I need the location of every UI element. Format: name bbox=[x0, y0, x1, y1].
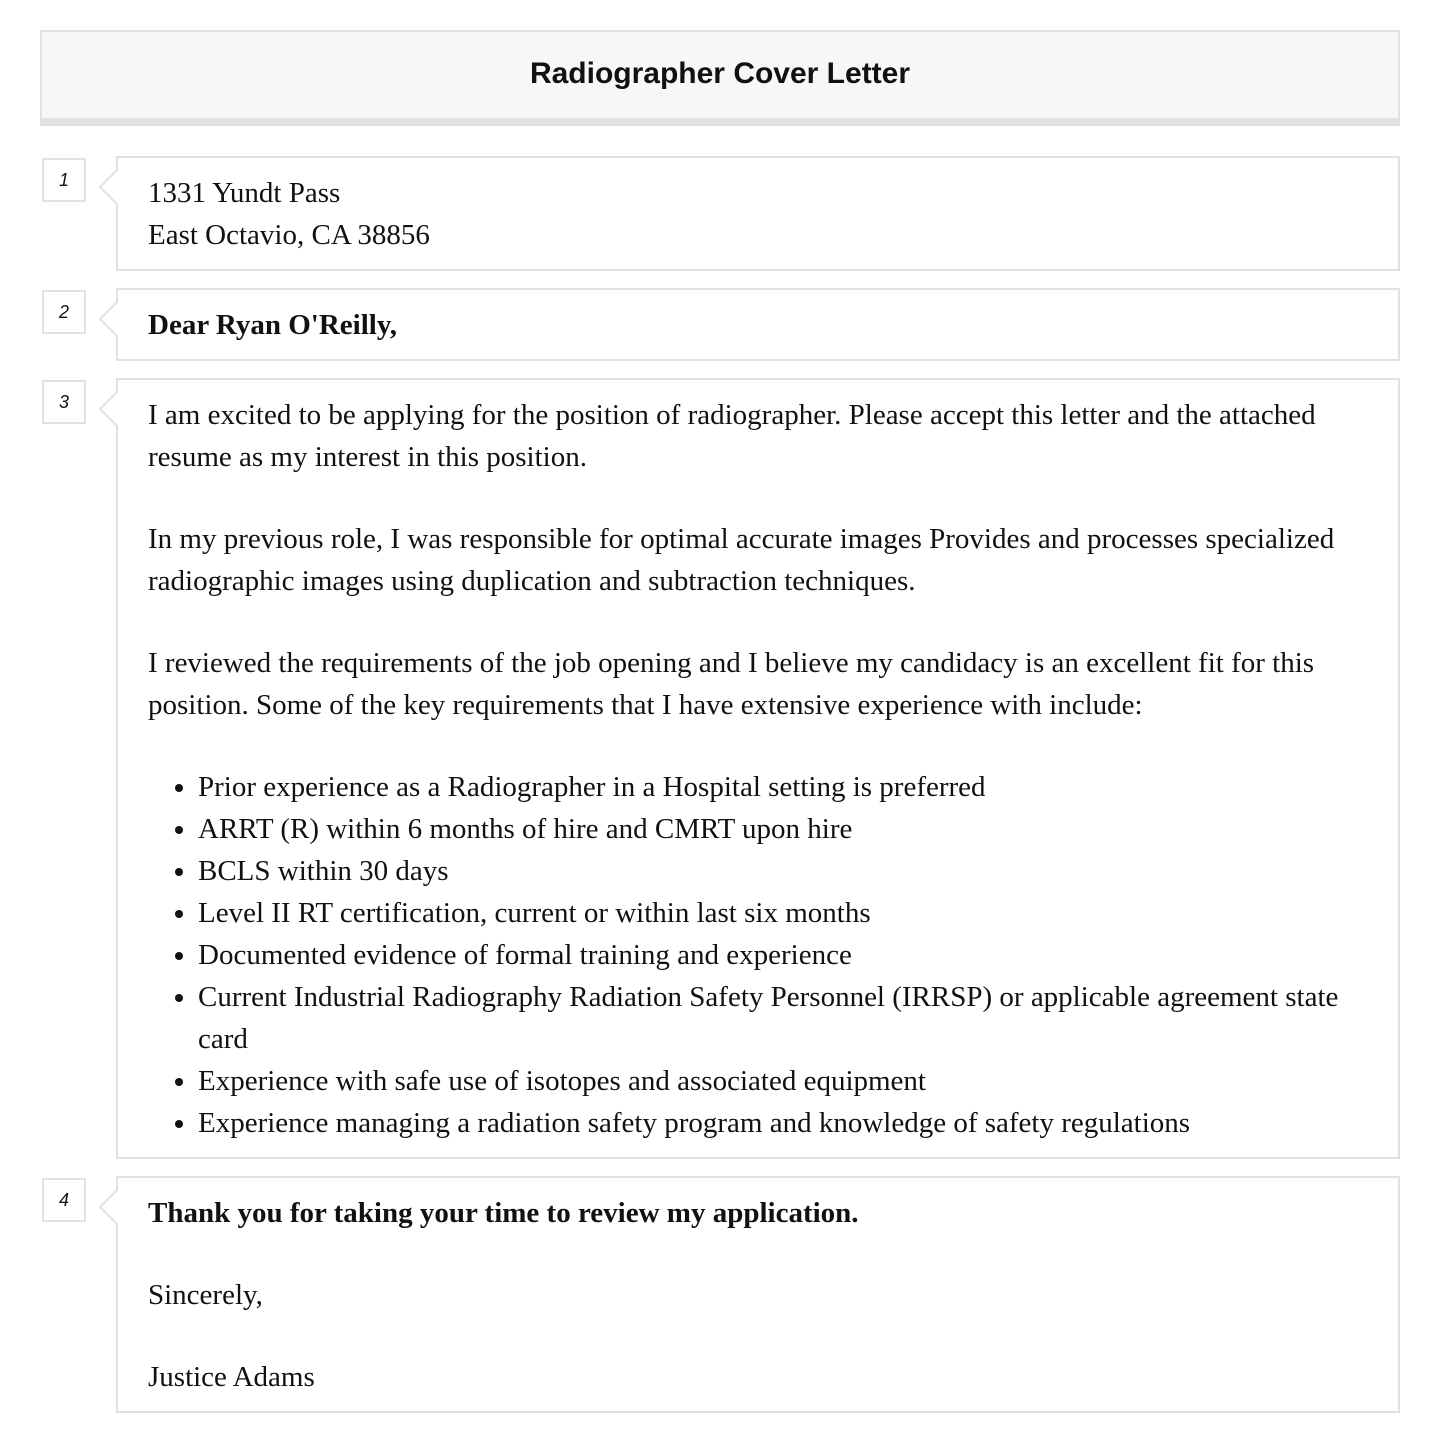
signature-name: Justice Adams bbox=[148, 1361, 315, 1393]
address-street: 1331 Yundt Pass bbox=[148, 177, 341, 209]
salutation: Dear Ryan O'Reilly, bbox=[148, 309, 397, 341]
list-item: • Experience managing a radiation safety program and knowledge of safety regulations bbox=[198, 1102, 1368, 1144]
address-block bbox=[116, 156, 1400, 271]
body-block bbox=[116, 378, 1400, 1159]
list-item: • Experience with safe use of isotopes and associated equipment bbox=[198, 1060, 1368, 1102]
closing-block bbox=[116, 1176, 1400, 1413]
list-item: • Level II RT certification, current or within last six months bbox=[198, 892, 1368, 934]
closing-line: Thank you for taking your time to review my application. bbox=[148, 1197, 859, 1229]
requirements-list bbox=[148, 766, 1368, 1144]
title-bar bbox=[40, 30, 1400, 126]
section-number: 1 bbox=[42, 158, 86, 202]
section-number: 2 bbox=[42, 290, 86, 334]
section-number: 3 bbox=[42, 380, 86, 424]
body-paragraph: In my previous role, I was responsible for optimal accurate images Provides and processes specialized radiographic images using duplication and subtraction techniques. bbox=[148, 523, 1335, 597]
section-number: 4 bbox=[42, 1178, 86, 1222]
salutation-block bbox=[116, 288, 1400, 361]
body-paragraph: I reviewed the requirements of the job opening and I believe my candidacy is an excellent fit for this position. Some of the key requirements that I have extensive experience with include: bbox=[148, 647, 1315, 721]
list-item: • Prior experience as a Radiographer in a Hospital setting is preferred bbox=[198, 766, 1368, 808]
list-item: • Current Industrial Radiography Radiation Safety Personnel (IRRSP) or applicable agreement state card bbox=[198, 976, 1368, 1060]
page-title: Radiographer Cover Letter bbox=[529, 57, 911, 90]
list-item: • ARRT (R) within 6 months of hire and CMRT upon hire bbox=[198, 808, 1368, 850]
signoff: Sincerely, bbox=[148, 1279, 263, 1311]
address-city-line: East Octavio, CA 38856 bbox=[148, 219, 430, 251]
list-item: • Documented evidence of formal training and experience bbox=[198, 934, 1368, 976]
body-paragraph: I am excited to be applying for the position of radiographer. Please accept this letter and the attached resume as my interest in this position. bbox=[148, 399, 1316, 473]
list-item: • BCLS within 30 days bbox=[198, 850, 1368, 892]
